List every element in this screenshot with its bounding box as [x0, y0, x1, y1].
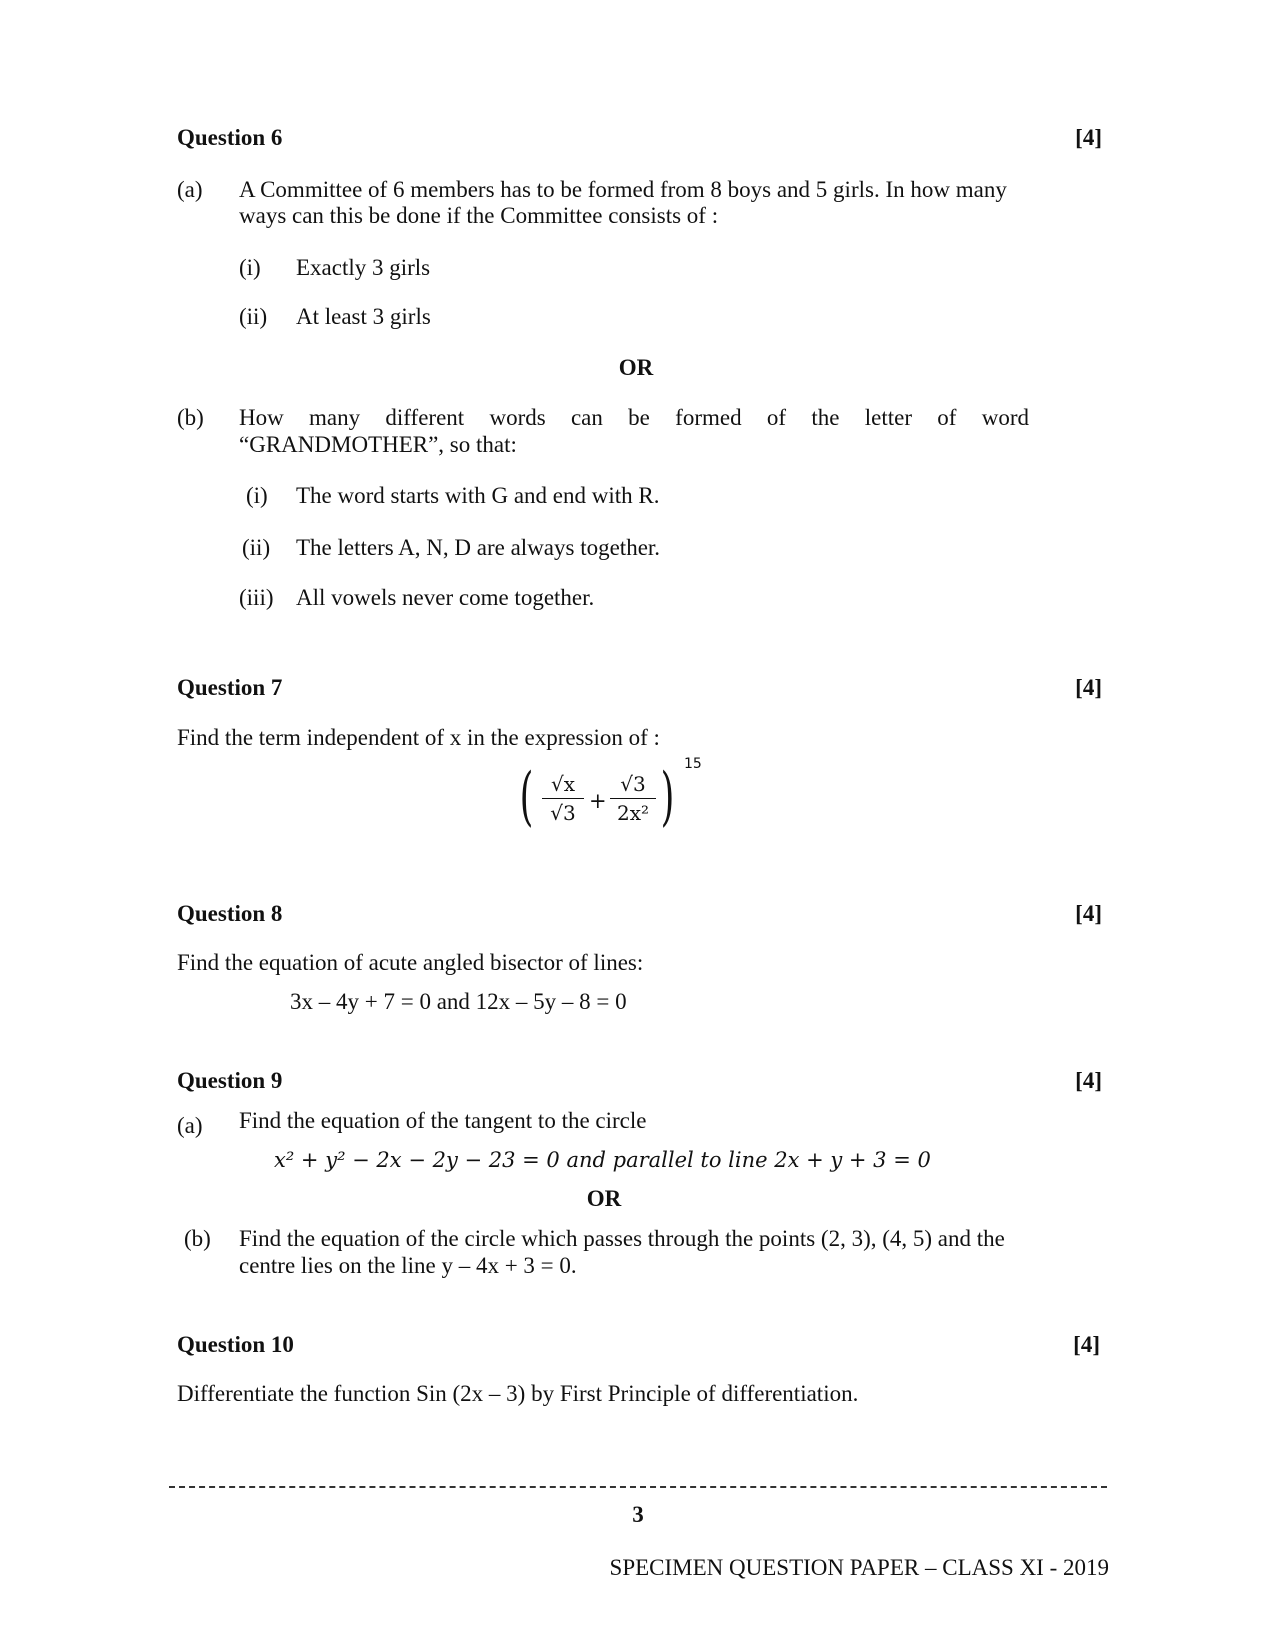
q10-text: Differentiate the function Sin (2x – 3) by First Principle of differentiation. — [177, 1381, 859, 1406]
q6b-line2: “GRANDMOTHER”, so that: — [239, 432, 517, 457]
page-number: 3 — [632, 1502, 644, 1527]
q7-expression — [519, 756, 706, 840]
q9a-equation: x² + y² − 2x − 2y − 23 = 0 and parallel to line 2x + y + 3 = 0 — [274, 1148, 931, 1172]
q9a-text: Find the equation of the tangent to the circle — [239, 1108, 647, 1133]
question-10-title: Question 10 — [177, 1332, 294, 1357]
question-8-marks: [4] — [1075, 901, 1102, 926]
q6a-ii-label: (ii) — [239, 304, 268, 329]
question-10-marks: [4] — [1073, 1332, 1100, 1357]
numerator-1: √x — [542, 770, 584, 799]
q6a-label: (a) — [177, 177, 203, 202]
q9a-label: (a) — [177, 1113, 203, 1138]
left-paren: ( — [519, 760, 534, 834]
question-6-title: Question 6 — [177, 125, 283, 150]
q6a-i-text: Exactly 3 girls — [296, 255, 431, 280]
q8-equation: 3x – 4y + 7 = 0 and 12x – 5y – 8 = 0 — [290, 989, 627, 1014]
q6b-ii-label: (ii) — [242, 535, 271, 560]
q6b-iii-label: (iii) — [239, 585, 274, 610]
question-7-marks: [4] — [1075, 675, 1102, 700]
question-9-marks: [4] — [1075, 1068, 1102, 1093]
q6a-ii-text: At least 3 girls — [296, 304, 431, 329]
fraction-1 — [542, 770, 584, 827]
footer-title: SPECIMEN QUESTION PAPER – CLASS XI - 2019 — [609, 1555, 1109, 1580]
right-paren: ) — [660, 760, 675, 834]
q6b-ii-text: The letters A, N, D are always together. — [296, 535, 661, 560]
q6b-i-text: The word starts with G and end with R. — [296, 483, 660, 508]
q9-or: OR — [586, 1186, 622, 1211]
q6a-line2: ways can this be done if the Committee consists of : — [239, 203, 719, 228]
question-6-marks: [4] — [1075, 125, 1102, 150]
q6a-i-label: (i) — [239, 255, 261, 280]
denominator-1: √3 — [550, 801, 576, 825]
q8-text: Find the equation of acute angled bisector of lines: — [177, 950, 644, 975]
q9b-line1: Find the equation of the circle which passes through the points (2, 3), (4, 5) and the — [239, 1226, 1005, 1251]
q6b-label: (b) — [177, 405, 204, 430]
q7-text: Find the term independent of x in the expression of : — [177, 725, 660, 750]
footer-divider — [169, 1486, 1107, 1488]
question-9-title: Question 9 — [177, 1068, 283, 1093]
numerator-2: √3 — [610, 770, 656, 799]
fraction-2 — [610, 770, 656, 827]
question-8-title: Question 8 — [177, 901, 283, 926]
plus-sign: + — [589, 789, 607, 813]
q6b-line1: How many different words can be formed of the letter of word — [239, 405, 1029, 430]
denominator-2: 2x² — [616, 801, 650, 825]
q9b-line2: centre lies on the line y – 4x + 3 = 0. — [239, 1253, 577, 1278]
q6b-i-label: (i) — [246, 483, 268, 508]
q6a-line1: A Committee of 6 members has to be formed from 8 boys and 5 girls. In how many — [239, 177, 1007, 202]
exponent: 15 — [684, 756, 702, 772]
q6b-iii-text: All vowels never come together. — [296, 585, 595, 610]
q9b-label: (b) — [184, 1226, 211, 1251]
q6-or: OR — [618, 355, 654, 380]
question-7-title: Question 7 — [177, 675, 283, 700]
